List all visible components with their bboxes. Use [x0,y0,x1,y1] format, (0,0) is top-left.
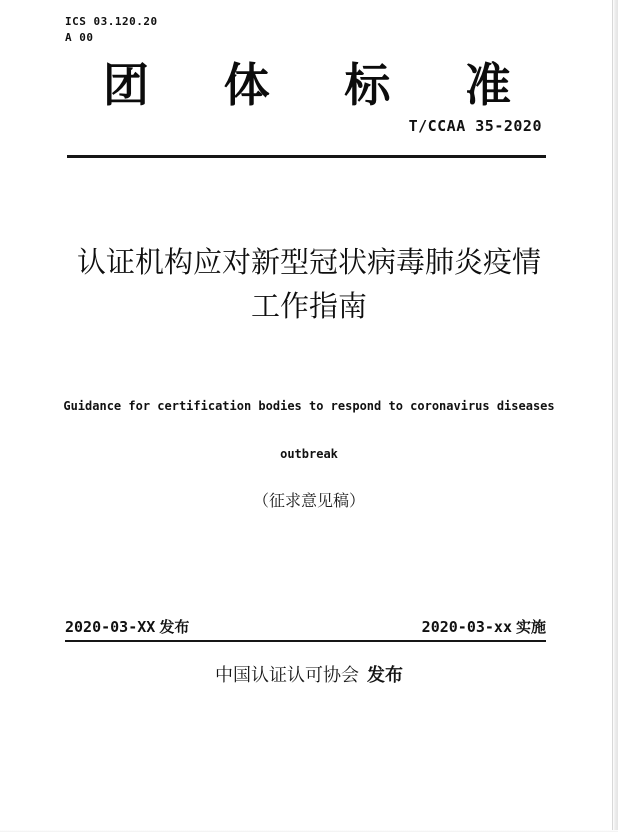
issue-label: 发布 [159,618,190,636]
issue-date: 2020-03-XX [65,618,156,636]
header-divider-rule [67,155,546,158]
standard-type-char: 准 [464,58,511,112]
draft-status-note: （征求意见稿） [252,491,365,510]
document-title-line1: 认证机构应对新型冠状病毒肺炎疫情 [76,245,541,279]
document-title-english-line2: outbreak [280,447,338,461]
document-title-chinese [0,240,618,328]
date-row [65,616,546,642]
standard-type-heading [103,60,511,111]
publisher-row [0,661,618,687]
standard-type-char: 团 [103,58,149,112]
page-right-edge-shadow [612,0,618,832]
standard-type-char: 标 [344,58,391,112]
publisher-name: 中国认证认可协会 [215,665,359,686]
standard-type-char: 体 [223,58,270,112]
ics-code: ICS 03.120.20 [65,15,158,28]
standard-number: T/CCAA 35-2020 [408,117,542,135]
issue-date-group [65,616,189,637]
doc-class-code: A 00 [65,31,94,44]
document-title-line2: 工作指南 [250,289,367,323]
document-title-english-line1: Guidance for certification bodies to respond to coronavirus diseases [63,399,555,413]
implement-date-group [422,616,546,637]
implement-date: 2020-03-xx [421,618,512,636]
ics-classification-block [65,14,158,46]
implement-label: 实施 [515,618,546,636]
publisher-action-label: 发布 [367,665,403,686]
